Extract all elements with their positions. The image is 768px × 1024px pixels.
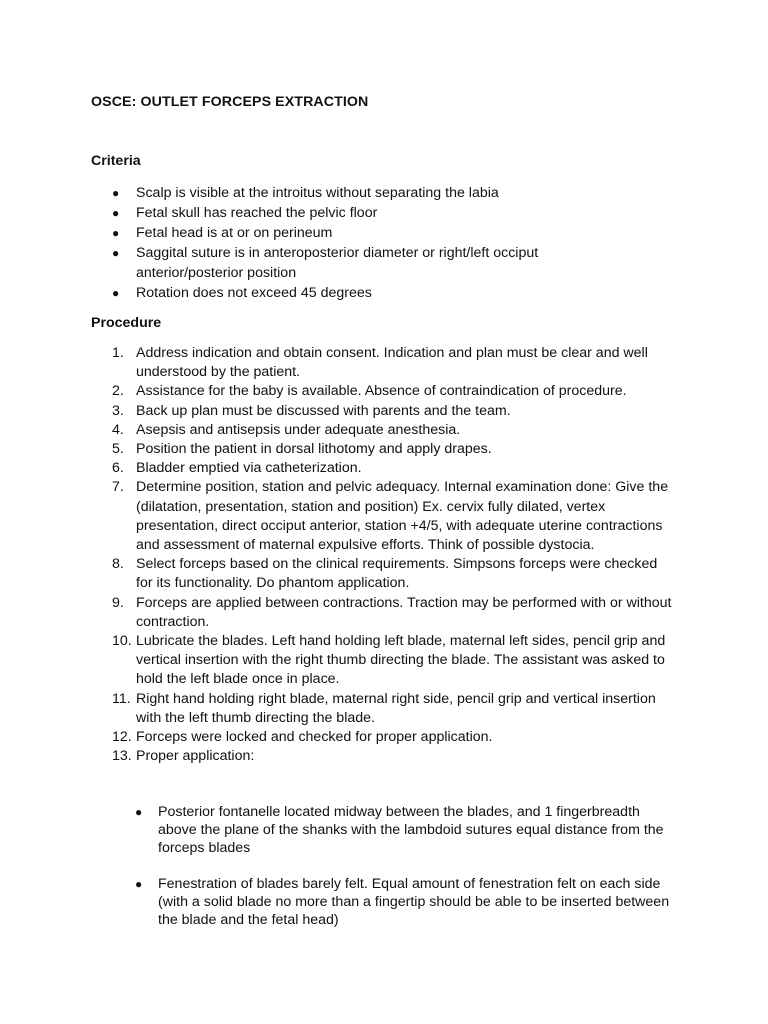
list-item [0,555,676,593]
list-item [0,382,676,401]
step-number: 7. [112,479,124,496]
bullet-icon: ● [112,246,120,260]
list-item [0,440,676,459]
list-item [0,478,676,555]
list-item [0,243,576,283]
list-item [0,875,678,929]
step-number: 12. [112,729,132,746]
step-number: 4. [112,421,124,438]
step-number: 6. [112,460,124,477]
criteria-text: Fetal head is at or on perineum [136,225,333,241]
list-item [0,421,676,440]
criteria-heading: Criteria [91,153,141,169]
step-number: 10. [112,633,132,650]
step-number: 1. [112,345,124,361]
step-text: Asepsis and antisepsis under adequate anesthesia. [136,421,461,438]
step-text: Forceps were locked and checked for proper application. [136,729,493,746]
step-text: Right hand holding right blade, maternal right side, pencil grip and vertical insertion with the left thumb directing the blade. [136,690,656,726]
criteria-text: Saggital suture is in anteroposterior diameter or right/left occiput anterior/posterior position [136,245,539,281]
bullet-icon: ● [135,877,143,891]
step-text: Bladder emptied via catheterization. [136,460,362,477]
list-item [0,283,576,303]
bullet-icon: ● [112,226,120,240]
step-number: 11. [112,690,131,707]
criteria-list [0,183,768,303]
bullet-icon: ● [112,206,120,220]
criteria-text: Fetal skull has reached the pelvic floor [136,205,378,221]
list-item [0,594,676,632]
list-item [0,402,676,421]
list-item [0,223,576,243]
list-item [0,203,576,223]
step-text: Determine position, station and pelvic adequacy. Internal examination done: Give the (dilatation, presentation, station and position) Ex. cervix fully dilated, vertex presentation, direct occiput anterior, station +4/5, with adequate uterine contractions and assessment of maternal expulsive efforts. Think of possible dystocia. [136,479,669,554]
list-item [0,728,676,747]
step-number: 9. [112,594,124,611]
step-text: Forceps are applied between contractions. Traction may be performed with or without contraction. [136,594,672,630]
bullet-icon: ● [112,186,120,200]
list-item [0,183,576,203]
step-number: 2. [112,383,124,400]
list-item [0,344,676,382]
step-text: Select forceps based on the clinical requirements. Simpsons forceps were checked for its functionality. Do phantom application. [136,556,658,592]
step-number: 3. [112,402,124,419]
application-text: Fenestration of blades barely felt. Equal amount of fenestration felt on each side (with a solid blade no more than a fingertip should be able to be inserted between the blade and the fetal head) [158,876,670,928]
proper-application-list [0,803,768,947]
list-item [0,459,676,478]
step-number: 13. [112,748,132,765]
step-text: Assistance for the baby is available. Absence of contraindication of procedure. [136,383,627,400]
document-title: OSCE: OUTLET FORCEPS EXTRACTION [91,94,369,110]
procedure-list [0,344,768,766]
list-item [0,632,676,690]
step-number: 5. [112,441,124,458]
application-text: Posterior fontanelle located midway between the blades, and 1 fingerbreadth above the plane of the shanks with the lambdoid sutures equal distance from the forceps blades [158,804,664,856]
criteria-text: Rotation does not exceed 45 degrees [136,285,372,301]
step-text: Proper application: [136,748,255,765]
procedure-heading: Procedure [91,315,162,331]
bullet-icon: ● [112,286,120,300]
list-item [0,747,676,766]
list-item [0,803,678,857]
step-number: 8. [112,556,124,573]
bullet-icon: ● [135,805,143,819]
step-text: Back up plan must be discussed with parents and the team. [136,402,511,419]
step-text: Address indication and obtain consent. Indication and plan must be clear and well understood by the patient. [136,345,648,381]
list-item [0,690,676,728]
step-text: Lubricate the blades. Left hand holding left blade, maternal left sides, pencil grip and vertical insertion with the right thumb directing the blade. The assistant was asked to hold the left blade once in place. [136,633,666,688]
step-text: Position the patient in dorsal lithotomy and apply drapes. [136,441,492,458]
criteria-text: Scalp is visible at the introitus without separating the labia [136,185,499,201]
